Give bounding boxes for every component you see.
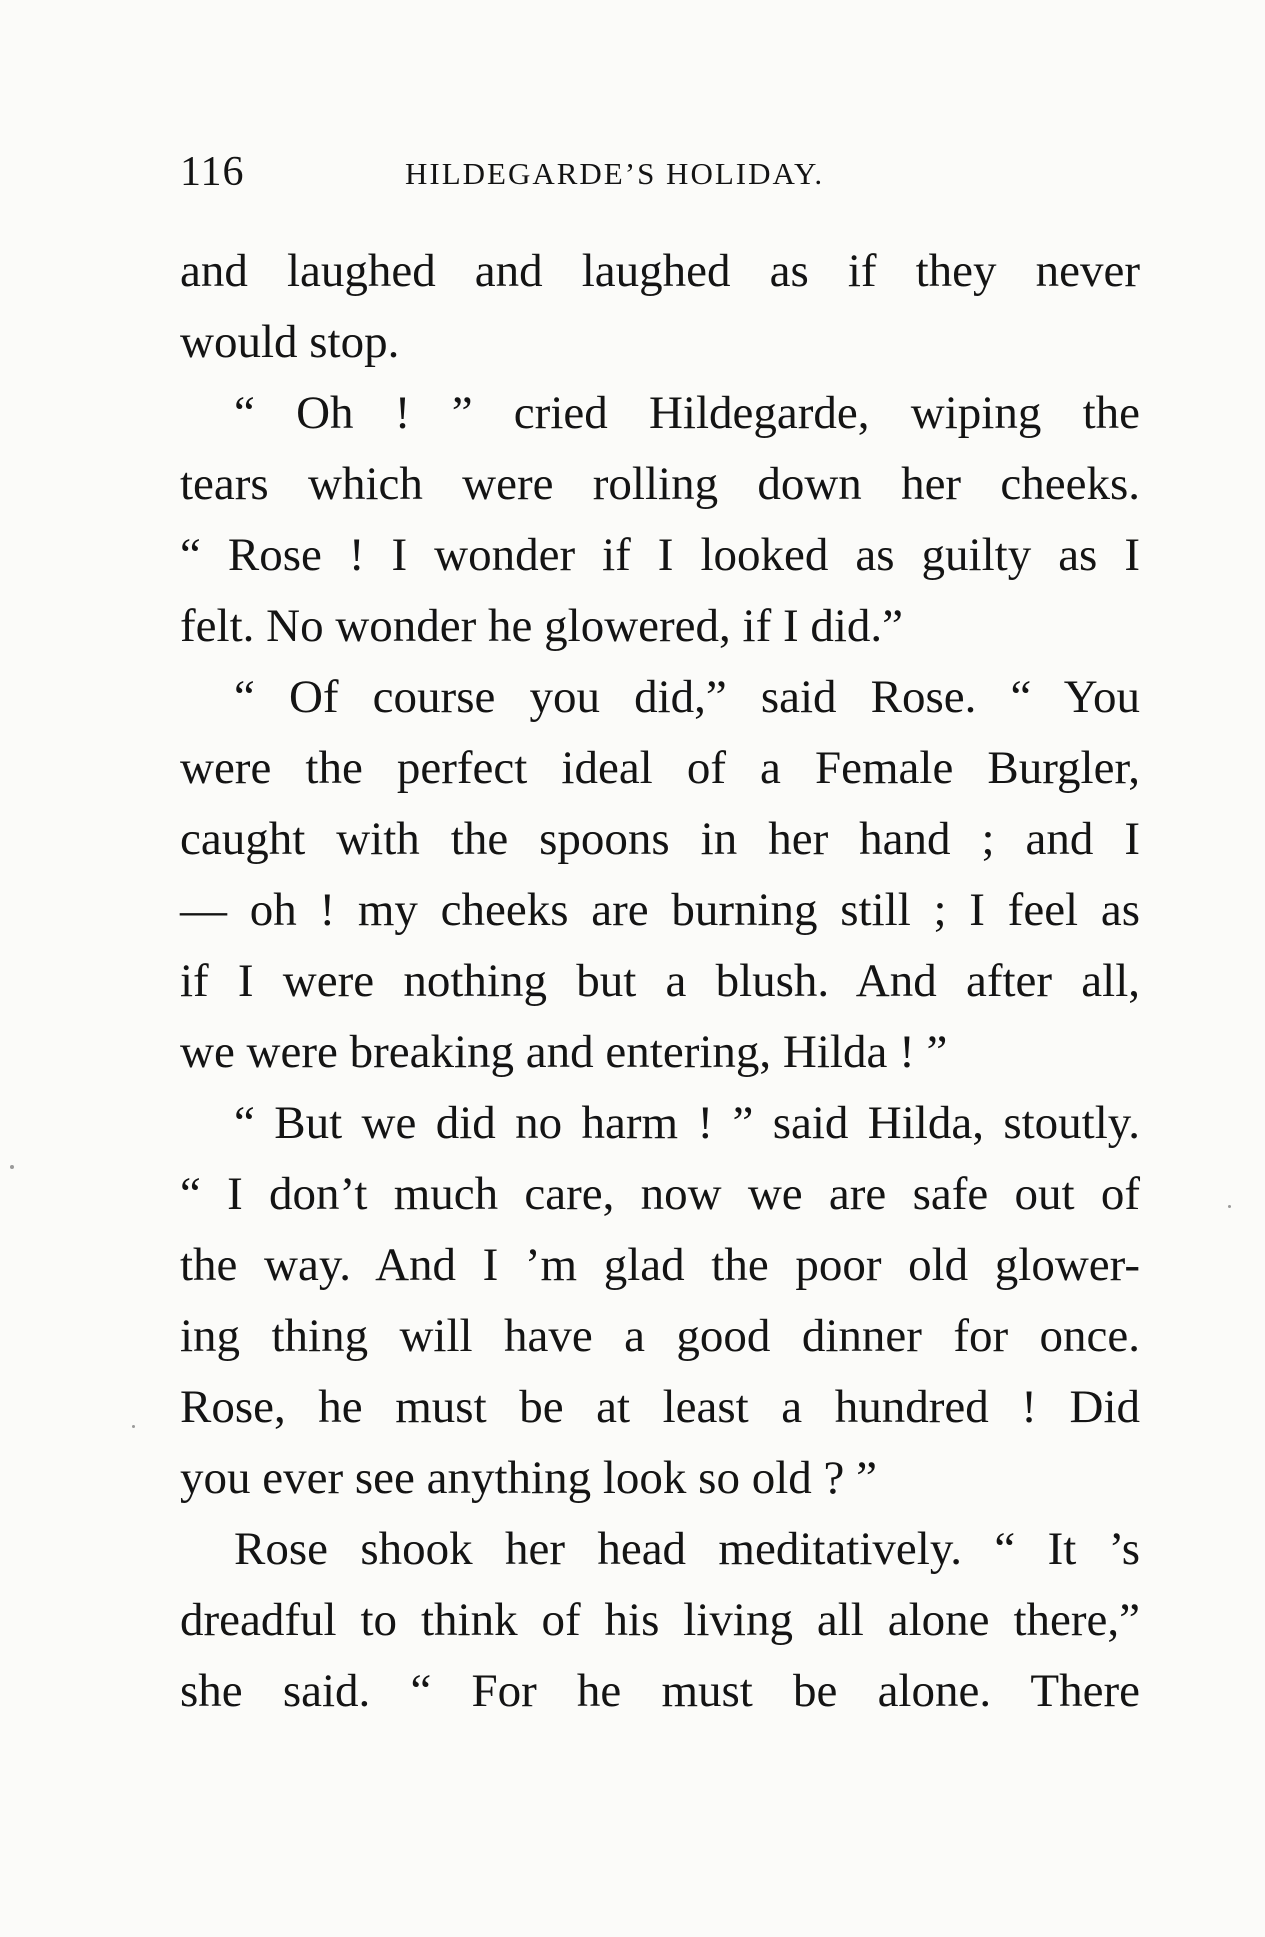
text-line: if I were nothing but a blush. And after all, <box>180 955 1140 1007</box>
text-line: caught with the spoons in her hand ; and I <box>180 813 1140 865</box>
text-line: Rose shook her head meditatively. “ It ’s <box>234 1523 1140 1575</box>
text-line: “ Oh ! ” cried Hildegarde, wiping the <box>234 387 1140 439</box>
text-line: “ Rose ! I wonder if I looked as guilty as I <box>180 529 1140 581</box>
text-line: we were breaking and entering, Hilda ! ” <box>180 1026 948 1078</box>
text-line: Rose, he must be at least a hundred ! Did <box>180 1381 1140 1433</box>
text-line: she said. “ For he must be alone. There <box>180 1665 1140 1717</box>
text-line: were the perfect ideal of a Female Burgler, <box>180 742 1140 794</box>
text-line: tears which were rolling down her cheeks. <box>180 458 1140 510</box>
text-line: “ But we did no harm ! ” said Hilda, stoutly. <box>234 1097 1140 1149</box>
body-text <box>180 236 1140 1727</box>
text-line: dreadful to think of his living all alone there,” <box>180 1594 1140 1646</box>
text-line: and laughed and laughed as if they never <box>180 245 1140 297</box>
text-line: felt. No wonder he glowered, if I did.” <box>180 600 904 652</box>
text-line: ing thing will have a good dinner for once. <box>180 1310 1140 1362</box>
text-line: — oh ! my cheeks are burning still ; I feel as <box>180 884 1140 936</box>
text-line: “ I don’t much care, now we are safe out of <box>180 1168 1140 1220</box>
running-head: HILDEGARDE’S HOLIDAY. <box>405 156 825 191</box>
text-line: you ever see anything look so old ? ” <box>180 1452 877 1504</box>
paper-speck <box>10 1165 14 1169</box>
page-number: 116 <box>180 149 245 195</box>
text-line: “ Of course you did,” said Rose. “ You <box>234 671 1140 723</box>
text-line: would stop. <box>180 316 400 368</box>
paper-speck <box>1228 1205 1231 1208</box>
paper-speck <box>132 1425 135 1428</box>
page-header <box>180 148 1140 198</box>
text-line: the way. And I ’m glad the poor old glower- <box>180 1239 1140 1291</box>
